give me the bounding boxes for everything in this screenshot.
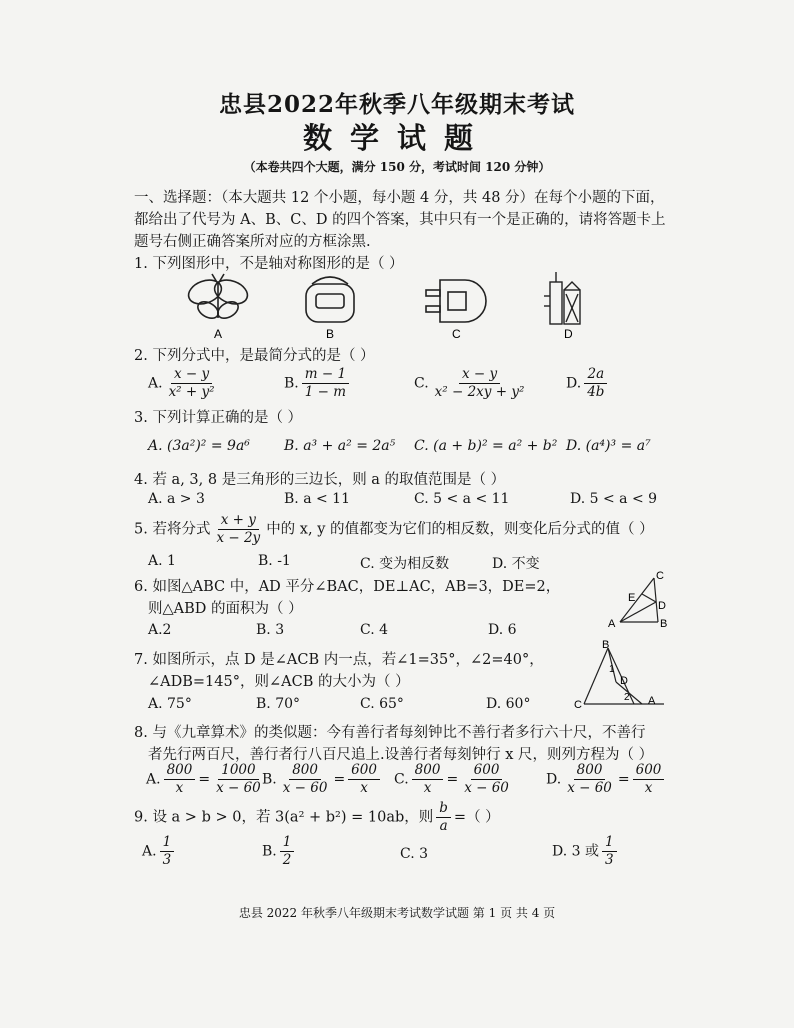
q2-option-a: A. $\frac{x - y}{\text{x² + y²}}$	[148, 366, 215, 400]
section-instruction-line3: 题号右侧正确答案所对应的方框涂黑.	[134, 234, 371, 250]
q6-triangle-figure	[606, 568, 680, 630]
q3-option-a: A. (3a²)² = 9a⁶	[148, 438, 250, 454]
question-6-line2: 则△ABD 的面积为（ ）	[148, 601, 303, 617]
q7-label-d: D	[620, 675, 628, 687]
question-8-line2: 者先行两百尺，善行者行八百尺追上.设善行者每刻钟行 x 尺，则列方程为（ ）	[148, 747, 654, 763]
section-instruction-line1: 一、选择题：（本大题共 12 个小题，每小题 4 分，共 48 分）在每个小题的下面，	[134, 190, 665, 206]
question-8-line1: 8. 与《九章算术》的类似题：今有善行者每刻钟比不善行者多行六十尺，不善行	[134, 725, 646, 741]
q7-option-c: C. 65°	[360, 696, 404, 712]
question-7-line1: 7. 如图所示，点 D 是∠ACB 内一点，若∠1=35°，∠2=40°，	[134, 652, 544, 668]
q1-label-d: D	[564, 327, 573, 341]
question-5: 5. 若将分式 $\frac{x + y}{x - 2y}$ 中的 x, y 的值都变为它们的相反数，则变化后分式的值（ ）	[134, 512, 654, 546]
q2-option-b: B. $\frac{m - 1}{1 - m}$	[284, 366, 352, 401]
q6-label-d: D	[658, 600, 666, 612]
butterfly-icon	[185, 274, 250, 322]
q7-label-b: B	[602, 639, 610, 651]
section-instruction-line2: 都给出了代号为 A、B、C、D 的四个答案，其中只有一个是正确的，请将答题卡上	[134, 212, 666, 228]
q5-option-b: B. -1	[258, 553, 291, 569]
question-1: 1. 下列图形中，不是轴对称图形的是（ ）	[134, 256, 404, 272]
question-3: 3. 下列计算正确的是（ ）	[134, 410, 303, 426]
q5-option-c: C. 变为相反数	[360, 556, 450, 572]
q8-option-d: D. $\frac{800}{x - 60}$ = $\frac{600}{x}$	[546, 762, 667, 797]
q6-option-d: D. 6	[488, 622, 517, 638]
q8-option-a: A. $\frac{800}{x}$ = $\frac{1000}{x - 60}$	[146, 762, 261, 796]
q6-label-b: B	[660, 618, 668, 630]
q2-option-c: C. $\frac{x - y}{\text{x² − 2xy + y²}}$	[414, 366, 525, 400]
q5-option-d: D. 不变	[492, 556, 540, 572]
q6-option-c: C. 4	[360, 622, 389, 638]
q6-label-c: C	[656, 570, 664, 582]
q1-figures	[180, 272, 600, 342]
exam-title: 忠县2022年秋季八年级期末考试	[218, 91, 575, 118]
question-7-line2: ∠ADB=145°，则∠ACB 的大小为（ ）	[148, 674, 410, 690]
q7-angle-1: 1	[609, 664, 615, 675]
q9-option-d: D. 3 或 $\frac{1}{3}$	[552, 834, 620, 869]
plug-icon	[426, 280, 486, 322]
q9-option-b: B. $\frac{1}{2}$	[262, 834, 297, 869]
q9-option-a: A. $\frac{1}{3}$	[142, 834, 177, 869]
q3-option-c: C. (a + b)² = a² + b²	[414, 438, 558, 454]
q1-label-c: C	[452, 327, 461, 341]
exam-subtitle: （本卷共四个大题，满分 150 分，考试时间 120 分钟）	[243, 160, 551, 174]
q8-option-b: B. $\frac{800}{x - 60}$ = $\frac{600}{x}$	[262, 762, 383, 797]
q4-option-d: D. 5 < a < 9	[570, 491, 658, 507]
page-footer: 忠县 2022 年秋季八年级期末考试数学试题 第 1 页 共 4 页	[238, 906, 556, 920]
q8-option-c: C. $\frac{800}{x}$ = $\frac{600}{x - 60}$	[394, 762, 509, 796]
question-6-line1: 6. 如图△ABC 中，AD 平分∠BAC，DE⊥AC，AB=3，DE=2，	[134, 579, 561, 595]
question-2: 2. 下列分式中，是最简分式的是（ ）	[134, 348, 375, 364]
building-icon	[544, 272, 580, 324]
q6-label-e: E	[628, 592, 636, 604]
q4-option-b: B. a < 11	[284, 491, 350, 507]
bag-icon	[306, 277, 354, 322]
q5-option-a: A. 1	[148, 553, 176, 569]
q7-angle-figure	[572, 638, 668, 710]
q6-option-a: A.2	[148, 622, 172, 638]
q7-option-b: B. 70°	[256, 696, 301, 712]
q7-angle-2: 2	[624, 692, 630, 703]
q7-option-d: D. 60°	[486, 696, 531, 712]
q2-option-d: D. $\frac{2a}{4b}$	[566, 366, 610, 401]
q7-label-a: A	[648, 695, 656, 707]
q9-option-c: C. 3	[400, 846, 429, 862]
q1-label-a: A	[214, 327, 223, 341]
q3-option-b: B. a³ + a² = 2a⁵	[284, 438, 396, 454]
q6-option-b: B. 3	[256, 622, 285, 638]
q6-label-a: A	[608, 618, 616, 630]
subject-title: 数学试题	[302, 121, 491, 155]
question-9: 9. 设 a > b > 0，若 3(a² + b²) = 10ab，则 $\frac{b}{a}$ =（ ）	[134, 800, 500, 834]
question-4: 4. 若 a, 3, 8 是三角形的三边长，则 a 的取值范围是（ ）	[134, 472, 506, 488]
q4-option-a: A. a > 3	[148, 491, 205, 507]
q7-option-a: A. 75°	[148, 696, 192, 712]
q7-label-c: C	[574, 699, 582, 710]
q4-option-c: C. 5 < a < 11	[414, 491, 510, 507]
q1-label-b: B	[326, 327, 335, 341]
q3-option-d: D. (a⁴)³ = a⁷	[566, 438, 651, 454]
